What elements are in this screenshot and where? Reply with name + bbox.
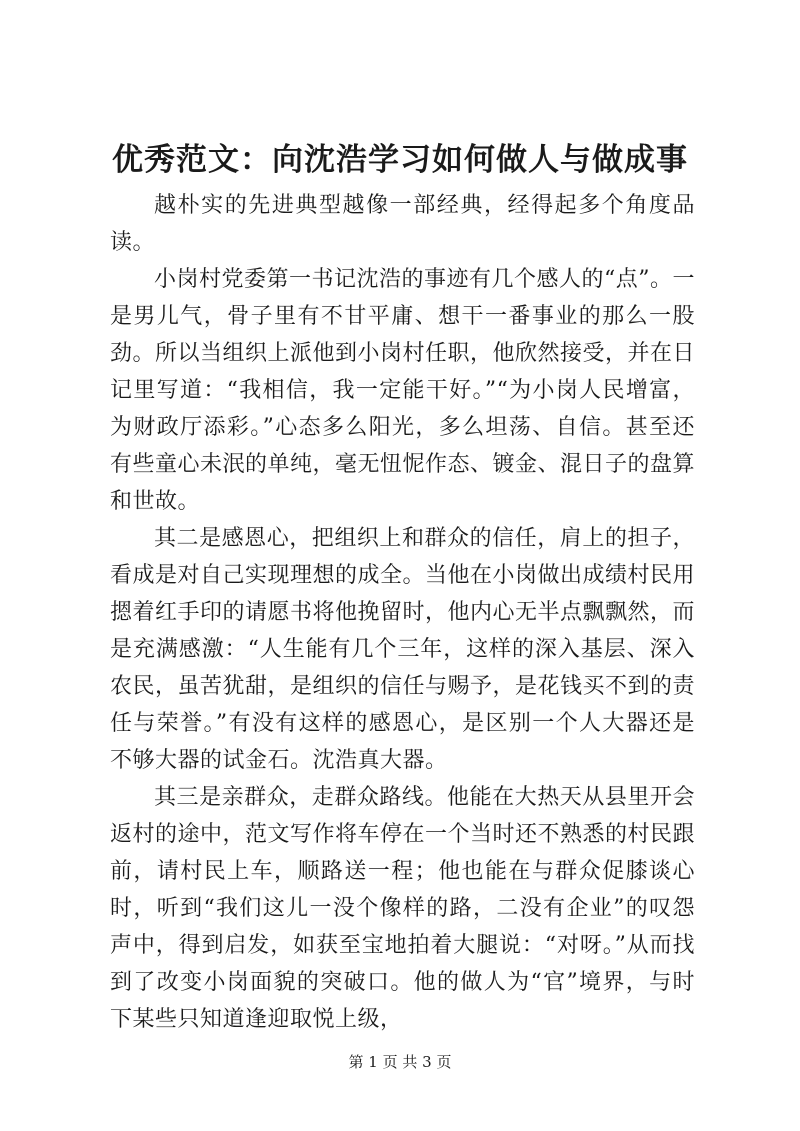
- paragraph-1: 越朴实的先进典型越像一部经典，经得起多个角度品读。: [110, 193, 695, 255]
- page-footer: 第 1 页 共 3 页: [348, 1053, 452, 1071]
- document-body: [110, 187, 695, 1038]
- document-title: 优秀范文：向沈浩学习如何做人与做成事: [112, 142, 688, 178]
- paragraph-3: 其二是感恩心，把组织上和群众的信任，肩上的担子，看成是对自己实现理想的成全。当他在小岗做出成绩村民用摁着红手印的请愿书将他挽留时，他内心无半点飘飘然，而是充满感激：“人生能有几个三年，这样的深入基层、深入农民，虽苦犹甜，是组织的信任与赐予，是花钱买不到的责任与荣誉。”有没有这样的感恩心，是区别一个人大器还是不够大器的试金石。沈浩真大器。: [110, 526, 696, 773]
- paragraph-4: 其三是亲群众，走群众路线。他能在大热天从县里开会返村的途中，范文写作将车停在一个当时还不熟悉的村民跟前，请村民上车，顺路送一程；他也能在与群众促膝谈心时，听到“我们这儿一没个像样的路，二没有企业”的叹怨声中，得到启发，如获至宝地拍着大腿说：“对呀。”从而找到了改变小岗面貌的突破口。他的做人为“官”境界，与时下某些只知道逢迎取悦上级，: [110, 785, 696, 1032]
- paragraph-2: 小岗村党委第一书记沈浩的事迹有几个感人的“点”。一是男儿气，骨子里有不甘平庸、想干一番事业的那么一股劲。所以当组织上派他到小岗村任职，他欣然接受，并在日记里写道：“我相信，我一定能干好。”“为小岗人民增富，为财政厅添彩。”心态多么阳光，多么坦荡、自信。甚至还有些童心未泯的单纯，毫无忸怩作态、镀金、混日子的盘算和世故。: [110, 267, 696, 514]
